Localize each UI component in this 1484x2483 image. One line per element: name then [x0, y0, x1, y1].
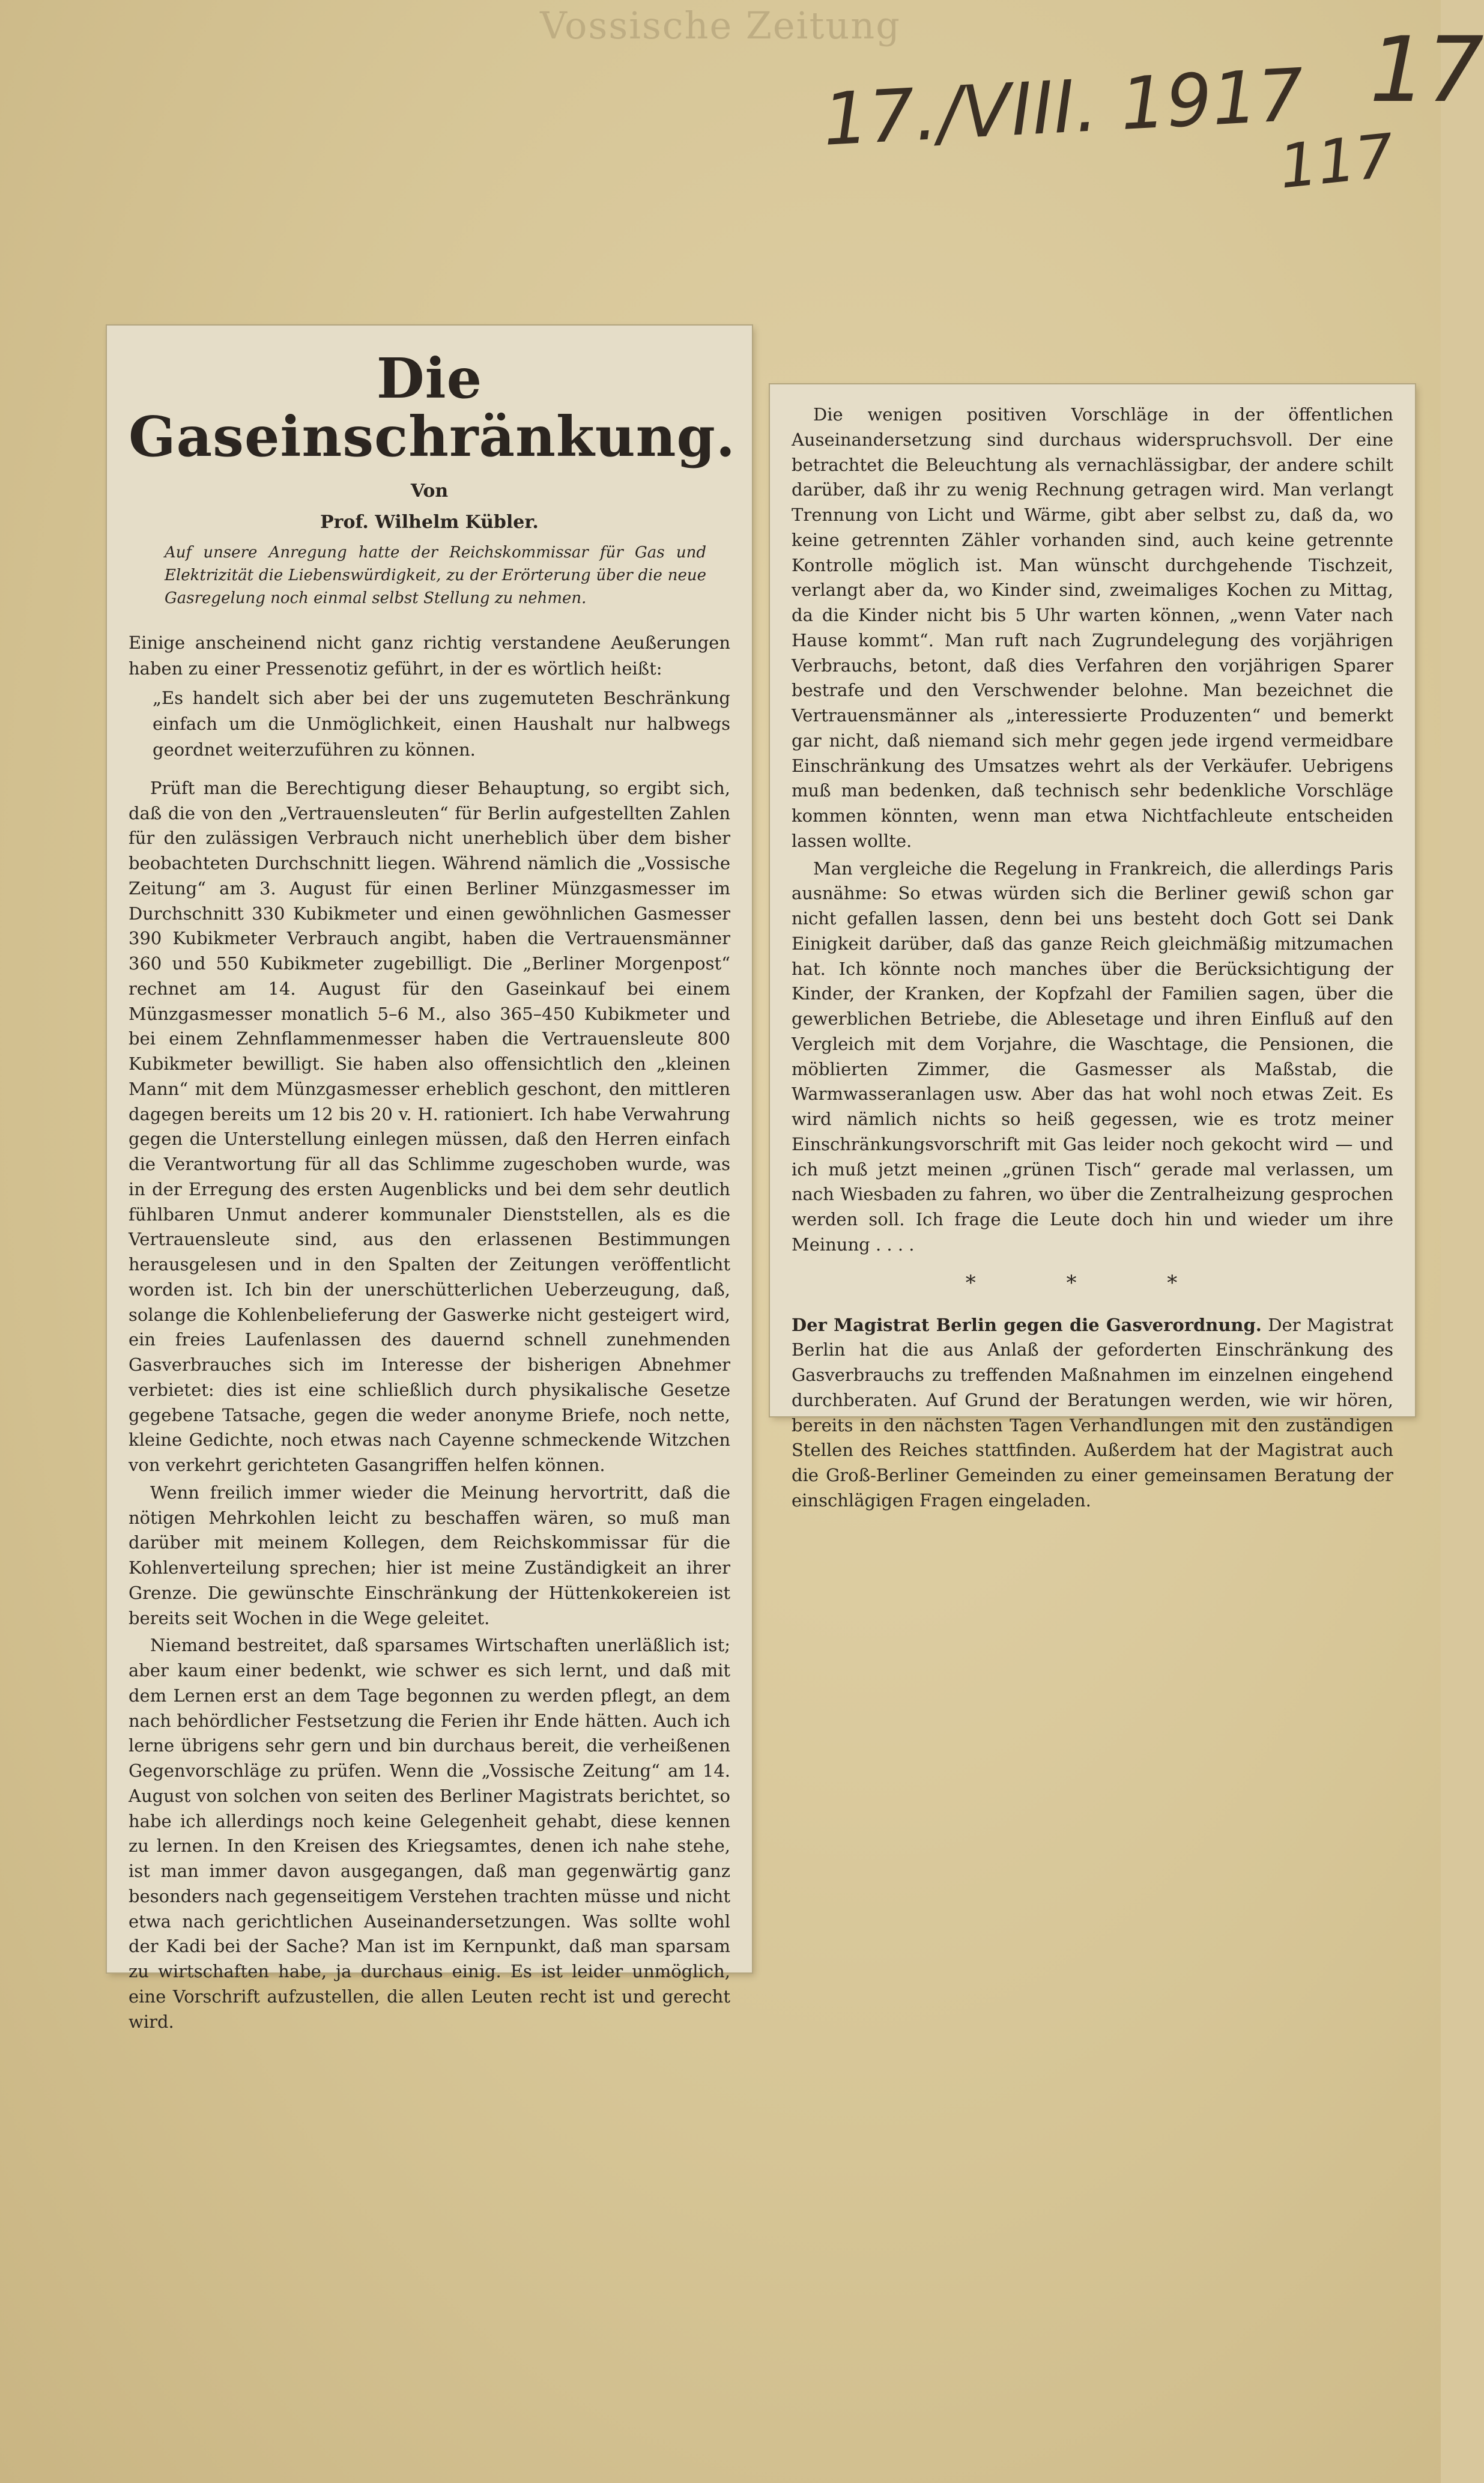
paragraph: Niemand bestreitet, daß sparsames Wirtschaften unerläßlich ist; aber kaum einer bedenkt, wie schwer es sich lernt, und daß mit dem Lernen erst an dem Tage begonnen zu werden pflegt, an dem nach behördlicher Festsetzung die Ferien ihr Ende hätten. Auch ich lerne übrigens sehr gern und bin durchaus bereit, die verheißenen Gegenvorschläge zu prüfen. Wenn die „Vossische Zeitung“ am 14. August von solchen von seiten des Berliner Magistrats berichtet, so habe ich allerdings noch keine Gelegenheit gehabt, diese kennen zu lernen. In den Kreisen des Kriegsamtes, denen ich nahe stehe, ist man immer davon ausgegangen, daß man gegenwärtig ganz besonders nach gegenseitigem Verstehen trachten müsse und nicht etwa nach gerichtlichen Auseinandersetzungen. Was sollte wohl der Kadi bei der Sache? Man ist im Kernpunkt, daß man sparsam zu wirtschaften habe, ja durchaus einig. Es ist leider unmöglich, eine Vorschrift aufzustellen, die allen Leuten recht ist und gerecht wird. [129, 1635, 730, 2032]
paragraph: Wenn freilich immer wieder die Meinung hervortritt, daß die nötigen Mehrkohlen leicht zu beschaffen wären, so muß man darüber mit meinem Kollegen, dem Reichskommissar für die Kohlenverteilung sprechen; hier ist meine Zuständigkeit an ihrer Grenze. Die gewünschte Einschränkung der Hüttenkokereien ist bereits seit Wochen in die Wege geleitet. [129, 1482, 730, 1628]
article-title: Die Gaseinschränkung. [129, 346, 736, 469]
quote-lead: Einige anscheinend nicht ganz richtig verstandene Aeußerungen haben zu einer Pressenotiz geführt, in der es wörtlich heißt: [129, 632, 730, 679]
byline-von: Von [410, 481, 449, 502]
news-body: Der Magistrat Berlin hat die aus Anlaß der geforderten Einschränkung des Gasverbrauchs zu treffenden Maßnahmen im einzelnen eingehend durchberaten. Auf Grund der Beratungen werden, wie wir hören, bereits in den nächsten Tagen Verhandlungen mit den zuständigen Stellen des Reiches stattfinden. Außerdem hat der Magistrat auch die Groß-Berliner Gemeinden zu einer gemeinsamen Beratung der einschlägigen Fragen eingeladen. [792, 1314, 1393, 1511]
paragraph: Prüft man die Berechtigung dieser Behauptung, so ergibt sich, daß die von den „Vertrauensleuten“ für Berlin aufgestellten Zahlen für den zulässigen Verbrauch nicht unerheblich über dem bisher beobachteten Durchschnitt liegen. Während nämlich die „Vossische Zeitung“ am 3. August für einen Berliner Münzgasmesser im Durchschnitt 330 Kubikmeter und einen gewöhnlichen Gasmesser 390 Kubikmeter Verbrauch angibt, haben die Vertrauensmänner 360 und 550 Kubikmeter zugebilligt. Die „Berliner Morgenpost“ rechnet am 14. August für den Gaseinkauf bei einem Münzgasmesser monatlich 5–6 M., also 365–450 Kubikmeter und bei einem Zehnflammenmesser haben die Vertrauensleute 800 Kubikmeter bewilligt. Sie haben also offensichtlich den „kleinen Mann“ mit dem Münzgasmesser erheblich geschont, den mittleren dagegen bereits um 12 bis 20 v. H. rationiert. Ich habe Verwahrung gegen die Unterstellung einlegen müssen, daß den Herren einfach die Verantwortung für all das Schlimme zugeschoben wurde, was in der Erregung des ersten Augenblicks und bei dem sehr deutlich fühlbaren Unmut anderer kommunaler Dienststellen, als es die Vertrauensleute sind, aus den erlassenen Bestimmungen herausgelesen und in den Spalten der Zeitungen veröffentlicht worden ist. Ich bin der unerschütterlichen Ueberzeugung, daß, solange die Kohlenbelieferung der Gaswerke nicht gesteigert wird, ein freies Laufenlassen des dauernd schnell zunehmenden Gasverbrauches sich im Interesse der bisherigen Abnehmer verbietet: dies ist eine schließlich durch physikalische Gesetze gegebene Tatsache, gegen die weder anonyme Briefe, noch nette, kleine Gedichte, noch etwas nach Cayenne schmeckende Witzchen von verkehrt gerichteten Gasangriffen helfen können. [129, 777, 730, 1476]
handwritten-folio: 117 [1276, 120, 1398, 202]
paragraph: Die wenigen positiven Vorschläge in der öffentlichen Auseinandersetzung sind durchaus widerspruchsvoll. Der eine betrachtet die Beleuchtung als vernachlässigbar, der andere schilt darüber, daß ihr zu wenig Rechnung getragen wird. Man verlangt Trennung von Licht und Wärme, gibt aber selbst zu, daß da, wo keine getrennten Zähler vorhanden sind, auch keine getrennte Kontrolle möglich ist. Man wünscht durchgehende Tischzeit, verlangt aber da, wo Kinder sind, zweimaliges Kochen zu Mittag, da die Kinder nicht bis 5 Uhr warten können, „wenn Vater nach Hause kommt“. Man ruft nach Zugrundelegung des vorjährigen Verbrauchs, betont, daß dies Verfahren den vorjährigen Sparer bestrafe und den Verschwender belohne. Man bezeichnet die Vertrauensmänner als „interessierte Produzenten“ und bemerkt gar nicht, daß niemand sich mehr gegen jede irgend vermeidbare Einschränkung des Umsatzes wehrt als der Verkäufer. Uebrigens muß man bedenken, daß technisch sehr bedenkliche Vorschläge kommen könnten, wenn man etwa Nichtfachleute entscheiden lassen wollte. [792, 404, 1393, 851]
masthead-stamp: Vossische Zeitung [540, 4, 901, 47]
clipping-left-column [107, 326, 752, 2032]
editorial-intro: Auf unsere Anregung hatte der Reichskommissar für Gas und Elektrizität die Liebenswürdigkeit, zu der Erörterung über die neue Gasregelung noch einmal selbst Stellung zu nehmen. [165, 544, 706, 607]
byline-author: Prof. Wilhelm Kübler. [320, 511, 539, 533]
handwritten-date: 17./VIII. 1917 [820, 53, 1306, 162]
separator-stars: * * * [965, 1270, 1220, 1295]
news-item [792, 1313, 1393, 1514]
clipping-right-column [770, 384, 1415, 1511]
quoted-statement: „Es handelt sich aber bei der uns zugemuteten Beschränkung einfach um die Unmöglichkeit, einen Haushalt nur halbwegs geordnet weiterzuführen zu können. [153, 688, 730, 760]
news-heading: Der Magistrat Berlin gegen die Gasverordnung. [792, 1314, 1262, 1335]
paragraph: Man vergleiche die Regelung in Frankreich, die allerdings Paris ausnähme: So etwas würden sich die Berliner gewiß schon gar nicht gefallen lassen, denn bei uns besteht doch Gott sei Dank Einigkeit darüber, daß das ganze Reich gleichmäßig mitzumachen hat. Ich könnte noch manches über die Berücksichtigung der Kinder, der Kranken, der Kopfzahl der Familien sagen, über die gewerblichen Betriebe, die Ablesetage und ihren Einfluß auf den Vergleich mit dem Vorjahre, die Waschtage, die Pensionen, die möblierten Zimmer, die Gasmesser als Maßstab, die Warmwasseranlagen usw. Aber das hat wohl noch etwas Zeit. Es wird nämlich nichts so heiß gegessen, wie es trotz meiner Einschränkungsvorschrift mit Gas leider noch gekocht wird — und ich muß jetzt meinen „grünen Tisch“ gerade mal verlassen, um nach Wiesbaden zu fahren, wo über die Zentralheizung gesprochen werden soll. Ich frage die Leute doch hin und wieder um ihre Meinung . . . . [792, 858, 1393, 1255]
handwritten-sheet-number: 17 [1369, 18, 1484, 123]
